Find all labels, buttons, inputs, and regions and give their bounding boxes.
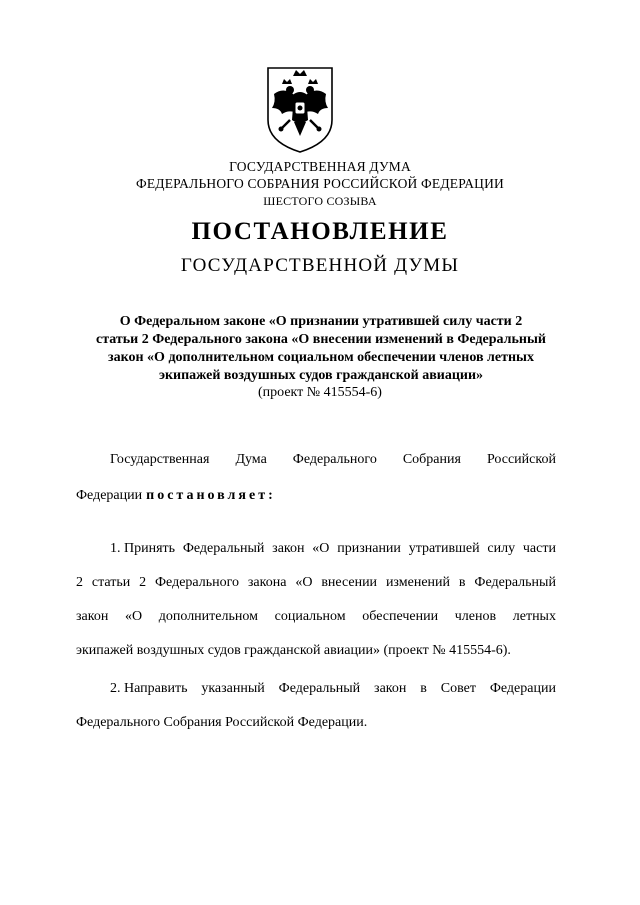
document-title: ПОСТАНОВЛЕНИЕ <box>191 218 449 245</box>
word: силу <box>487 541 516 556</box>
point-2-last-line: Федерального Собрания Российской Федерации. <box>76 715 368 730</box>
russian-coat-of-arms-icon <box>260 64 340 154</box>
word: части <box>522 541 556 556</box>
word: закона <box>247 575 287 590</box>
word: членов <box>454 609 497 624</box>
justified-line <box>76 609 556 625</box>
preamble <box>76 452 556 504</box>
point-1 <box>76 541 556 659</box>
point-1-last-line: экипажей воздушных судов гражданской авиации» (проект № 415554-6). <box>76 643 511 658</box>
word: в <box>458 575 466 590</box>
word: признании <box>337 541 401 556</box>
header-line-1: ГОСУДАРСТВЕННАЯ ДУМА <box>229 159 411 174</box>
word: Федерального <box>292 452 377 467</box>
word: Государственная <box>110 452 210 467</box>
justified-line <box>110 452 556 468</box>
subject-line: О Федеральном законе «О признании утратившей силу части 2 <box>119 314 523 329</box>
preamble-text: Федерации <box>76 488 143 503</box>
word: летных <box>512 609 556 624</box>
document-subject <box>90 313 552 385</box>
subject-line: экипажей воздушных судов гражданской авиации» <box>158 368 484 383</box>
word: Федерального <box>154 575 240 590</box>
justified-line <box>110 541 556 557</box>
subject-line: закон «О дополнительном социальном обеспечении членов летных <box>107 350 534 365</box>
word: обеспечении <box>362 609 439 624</box>
word: 1. Принять <box>110 541 176 556</box>
subject-line: статьи 2 Федерального закона «О внесении изменений в Федеральный <box>96 332 546 347</box>
header-line-3: ШЕСТОГО СОЗЫВА <box>263 194 377 208</box>
word: изменений <box>385 575 451 590</box>
project-number: (проект № 415554-6) <box>258 385 382 400</box>
justified-line <box>76 575 556 591</box>
word: указанный <box>201 681 265 696</box>
point-2 <box>76 681 556 731</box>
word: в <box>420 681 427 696</box>
document-subtitle: ГОСУДАРСТВЕННОЙ ДУМЫ <box>180 255 460 276</box>
word: Собрания <box>402 452 461 467</box>
word: внесении <box>321 575 378 590</box>
word: дополнительном <box>158 609 258 624</box>
justified-line <box>110 681 556 697</box>
word: 2 <box>139 575 147 590</box>
word: Федеральный <box>474 575 556 590</box>
word: Российской <box>486 452 556 467</box>
preamble-line-2 <box>76 488 556 504</box>
header-line-2: ФЕДЕРАЛЬНОГО СОБРАНИЯ РОССИЙСКОЙ ФЕДЕРАЦИИ <box>136 176 504 191</box>
word: Совет <box>440 681 476 696</box>
word: закон <box>374 681 407 696</box>
word: социальном <box>274 609 346 624</box>
resolution-keyword: постановляет: <box>146 488 276 503</box>
word: Федеральный <box>278 681 361 696</box>
word: 2 <box>76 575 83 590</box>
word: утратившей <box>408 541 480 556</box>
word: статьи <box>91 575 131 590</box>
word: «О <box>295 575 313 590</box>
word: Федеральный <box>182 541 265 556</box>
word: закон <box>76 609 109 624</box>
word: «О <box>124 609 143 624</box>
word: Федерации <box>489 681 556 696</box>
word: 2. Направить <box>110 681 188 696</box>
word: закон <box>272 541 305 556</box>
word: «О <box>312 541 330 556</box>
word: Дума <box>235 452 267 467</box>
